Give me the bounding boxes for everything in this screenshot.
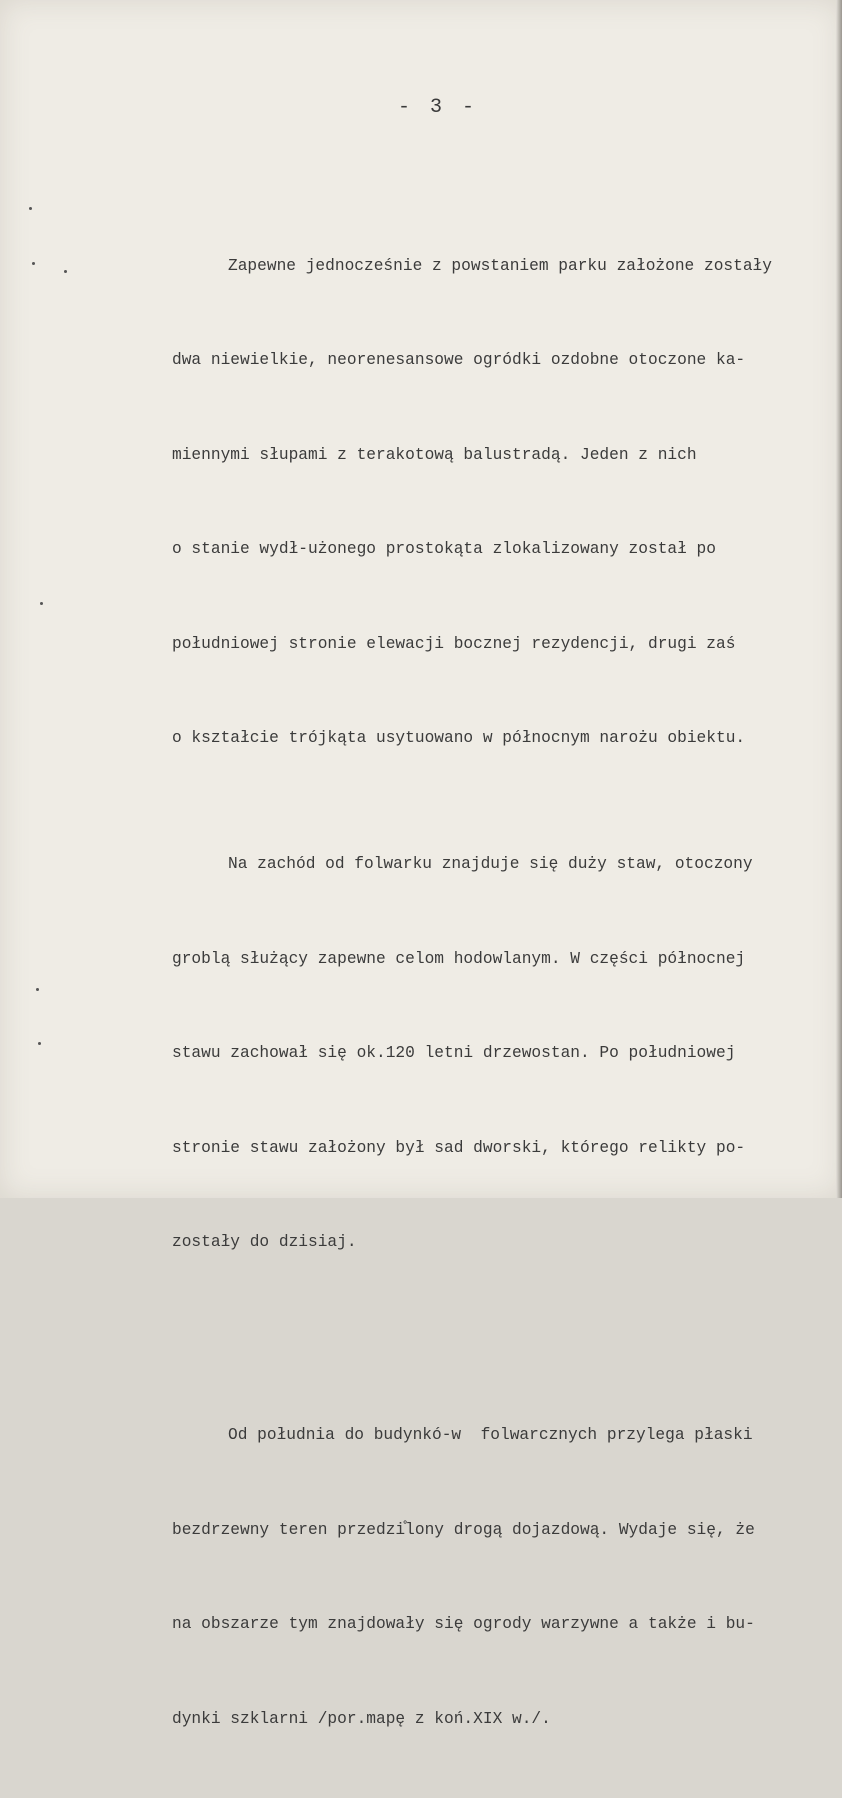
text-line: południowej stronie elewacji bocznej rezydencji, drugi zaś: [172, 634, 736, 653]
text-line: o stanie wydł-użonego prostokąta zlokalizowany został po: [172, 540, 716, 558]
scan-speck: [38, 1042, 41, 1045]
page-edge-shadow: [836, 0, 842, 1198]
scan-speck: [64, 270, 67, 273]
scan-speck: [36, 988, 39, 991]
text-line: bezdrzewny teren przedzi̊lony drogą dojazdową. Wydaje się, że: [172, 1520, 755, 1539]
text-line: dwa niewielkie, neorenesansowe ogródki ozdobne otoczone ka-: [172, 351, 746, 369]
scan-speck: [32, 262, 35, 265]
text-line: Na zachód od folwarku znajduje się duży staw, otoczony: [228, 855, 753, 873]
text-line: stawu zachował się ok.120 letni drzewostan. Po południowej: [172, 1044, 736, 1062]
text-line: Od południa do budynkó-w folwarcznych przylega płaski: [228, 1426, 753, 1444]
text-line: groblą służący zapewne celom hodowlanym. W części północnej: [172, 949, 746, 968]
scan-speck: [29, 207, 32, 210]
text-line: na obszarze tym znajdowały się ogrody warzywne a także i bu-: [172, 1615, 755, 1633]
scan-speck: [40, 602, 43, 605]
text-line: miennymi słupami z terakotową balustradą. Jeden z nich: [172, 445, 697, 464]
document-body: [172, 156, 812, 1798]
page-number: - 3 -: [398, 96, 479, 119]
text-line: Zapewne jednocześnie z powstaniem parku założone zostały: [228, 256, 772, 275]
text-line: o kształcie trójkąta usytuowano w północnym narożu obiektu.: [172, 729, 746, 747]
text-line: dynki szklarni /por.mapę z koń.XIX w./.: [172, 1709, 551, 1728]
text-line: stronie stawu założony był sad dworski, którego relikty po-: [172, 1138, 746, 1157]
text-line: zostały do dzisiaj.: [172, 1233, 357, 1251]
